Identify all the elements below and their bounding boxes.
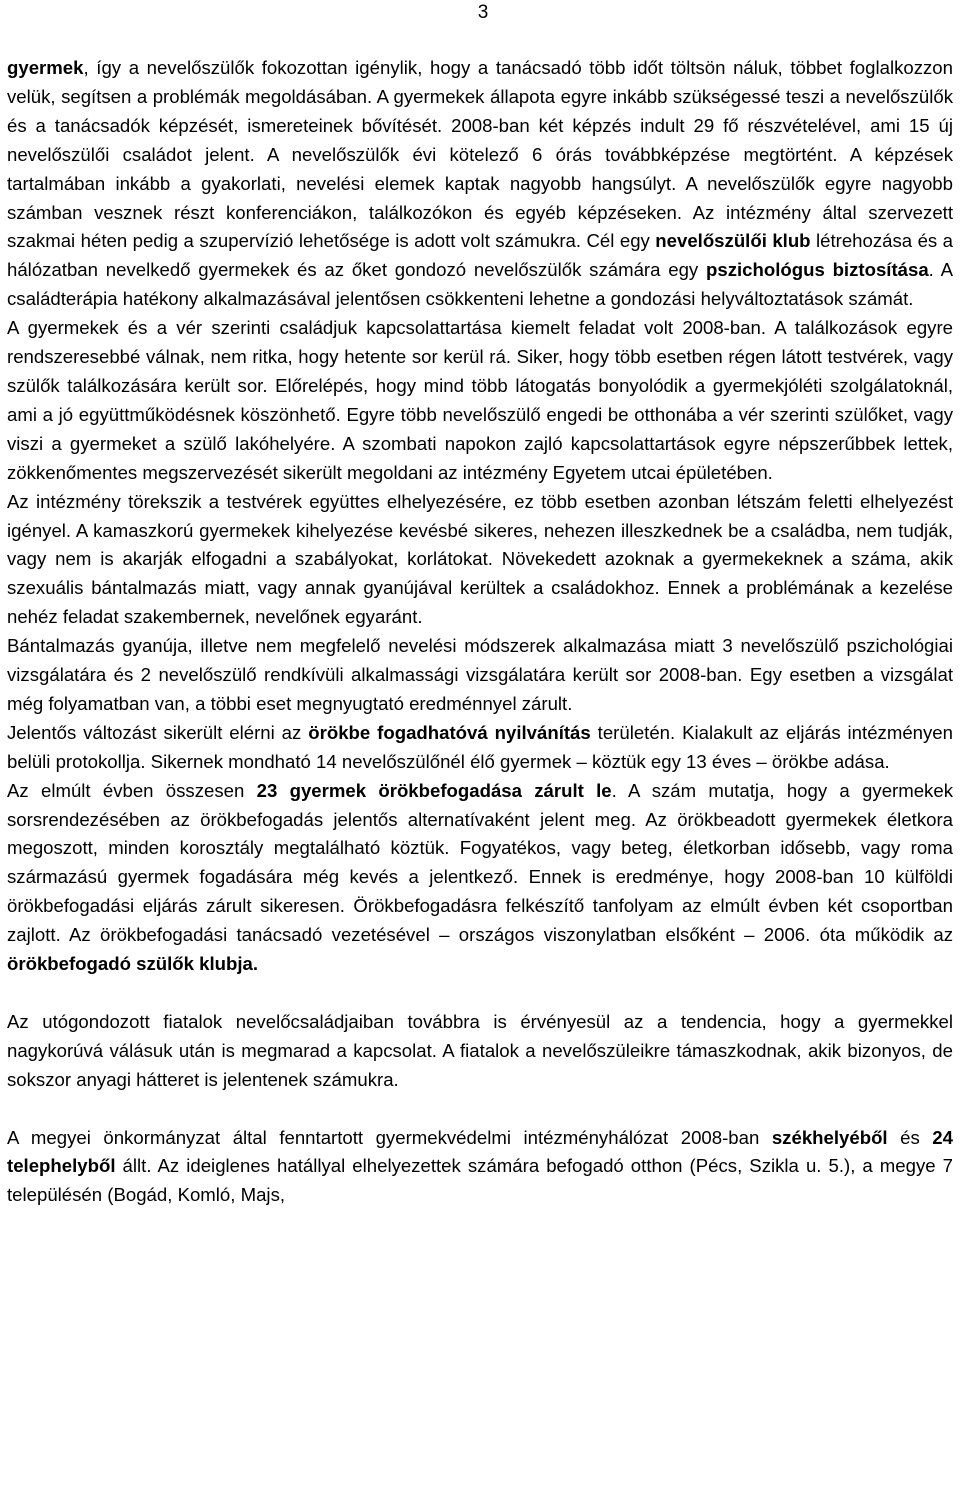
text-run: Bántalmazás gyanúja, illetve nem megfelelő nevelési módszerek alkalmazása miatt 3 nevelőszülő pszichológiai vizsgálatára és 2 nevelőszülő rendkívüli alkalmassági vizsgálatára került sor 2008-ban. Egy esetben a vizsgálat még folyamatban van, a többi eset megnyugtató eredménnyel zárult. — [7, 635, 953, 714]
text-run: állt. Az ideiglenes hatállyal elhelyezettek számára befogadó otthon (Pécs, Szikla u. 5.), a megye 7 településén (Bogád, Komló, Majs, — [7, 1155, 953, 1206]
text-run: Az utógondozott fiatalok nevelőcsaládjaiban továbbra is érvényesül az a tendencia, hogy a gyermekkel nagykorúvá válásuk után is megmarad a kapcsolat. A fiatalok a nevelőszüleikre támaszkodnak, akik bizonyos, de sokszor anyagi hátteret is jelentenek számukra. — [7, 1010, 953, 1090]
text-run: A megyei önkormányzat által fenntartott gyermekvédelmi intézményhálózat 2008-ban — [7, 1126, 772, 1148]
text-run: Jelentős változást sikerült elérni az — [7, 721, 309, 743]
text-run: örökbefogadó szülők klubja. — [7, 953, 259, 975]
text-run: A gyermekek és a vér szerinti családjuk kapcsolattartása kiemelt feladat volt 2008-ban. A találkozások egyre rendszeresebbé válnak, nem ritka, hogy hetente sor kerül rá. Siker, hogy több esetben régen látott testvérek, vagy szülők találkozására került sor. Előrelépés, hogy mind több látogatás bonyolódik a gyermekjóléti szolgálatoknál, ami a jó együttműködésnek köszönhető. Egyre több nevelőszülő engedi be otthonába a vér szerinti szülőket, vagy viszi a gyermeket a szülő lakóhelyére. A szombati napokon zajló kapcsolattartások egyre népszerűbbek lettek, zökkenőmentes megszervezését sikerült megoldani az intézmény Egyetem utcai épületében. — [7, 317, 953, 483]
paragraph-aftercare — [7, 1008, 953, 1095]
text-run: . A családterápia hatékony alkalmazásával jelentősen csökkenteni lehetne a gondozási helyváltoztatások számát. — [7, 259, 953, 310]
paragraph-adoptions — [7, 777, 953, 979]
text-run: nevelőszülői klub — [655, 230, 811, 252]
text-run: székhelyéből — [771, 1126, 888, 1148]
text-run: létrehozása és a hálózatban nevelkedő gyermekek és az őket gondozó nevelőszülők számára egy — [7, 230, 953, 281]
text-run: , így a nevelőszülők fokozottan igénylik, hogy a tanácsadó több időt töltsön náluk, többet foglalkozzon velük, segítsen a problémák megoldásában. A gyermekek állapota egyre inkább szükségessé teszi a nevelőszülők és a tanácsadók képzését, ismereteinek bővítését. 2008-ban két képzés indult 29 fő részvételével, ami 15 új nevelőszülői családot jelent. A nevelőszülők évi kötelező 6 órás továbbképzése megtörtént. A képzések tartalmában inkább a gyakorlati, nevelési elemek kaptak nagyobb hangsúlyt. A nevelőszülők egyre nagyobb számban vesznek részt konferenciákon, találkozókon és egyéb képzéseken. Az intézmény által szervezett szakmai héten pedig a szupervízió lehetősége is adott volt számukra. Cél egy — [7, 57, 953, 252]
text-run: 24 telephelyből — [7, 1126, 953, 1177]
text-run: . A szám mutatja, hogy a gyermekek sorsrendezésében az örökbefogadás jelentős alternatívaként jelent meg. Az örökbeadott gyermekek életkora megoszott, minden korosztály megtalálható köztük. Fogyatékos, vagy beteg, életkorban idősebb, vagy roma származású gyermek fogadására még kevés a jelentkező. Ennek is eredménye, hogy 2008-ban 10 külföldi örökbefogadási eljárás zárult sikeresen. Örökbefogadásra felkészítő tanfolyam az elmúlt évben két csoportban zajlott. Az örökbefogadási tanácsadó vezetésével – országos viszonylatban elsőként – 2006. óta működik az — [7, 779, 953, 946]
text-run: pszichológus biztosítása — [706, 259, 929, 281]
text-run: Az intézmény törekszik a testvérek együttes elhelyezésére, ez több esetben azonban létszám feletti elhelyezést igényel. A kamaszkorú gyermekek kihelyezése kevésbé sikeres, nehezen illeszkednek be a családba, nem tudják, vagy nem is akarják elfogadni a szabályokat, korlátokat. Növekedett azoknak a gyermekeknek a száma, akik szexuális bántalmazás miatt, vagy annak gyanújával kerültek a családokhoz. Ennek a problémának a kezelése nehéz feladat szakembernek, nevelőnek egyaránt. — [7, 490, 953, 628]
text-run: örökbe fogadhatóvá nyilvánítás — [308, 721, 591, 743]
text-run: Az elmúlt évben összesen — [7, 779, 257, 801]
text-run: 23 gyermek örökbefogadása zárult le — [256, 779, 612, 801]
page-number: 3 — [477, 2, 489, 23]
paragraph-foster-parents-training — [7, 54, 953, 314]
paragraph-adoptability — [7, 719, 953, 777]
paragraph-institution-network — [7, 1124, 953, 1211]
text-run: és — [887, 1126, 933, 1148]
text-run: területén. Kialakult az eljárás intézményen belüli protokollja. Sikernek mondható 14 nevelőszülőnél élő gyermek – köztük egy 13 éves – örökbe adása. — [7, 721, 953, 772]
paragraph-abuse-examination — [7, 632, 953, 719]
paragraph-siblings-placement — [7, 488, 953, 633]
document-body — [7, 54, 953, 1210]
paragraph-contact-keeping — [7, 314, 953, 487]
text-run: gyermek — [7, 57, 84, 78]
